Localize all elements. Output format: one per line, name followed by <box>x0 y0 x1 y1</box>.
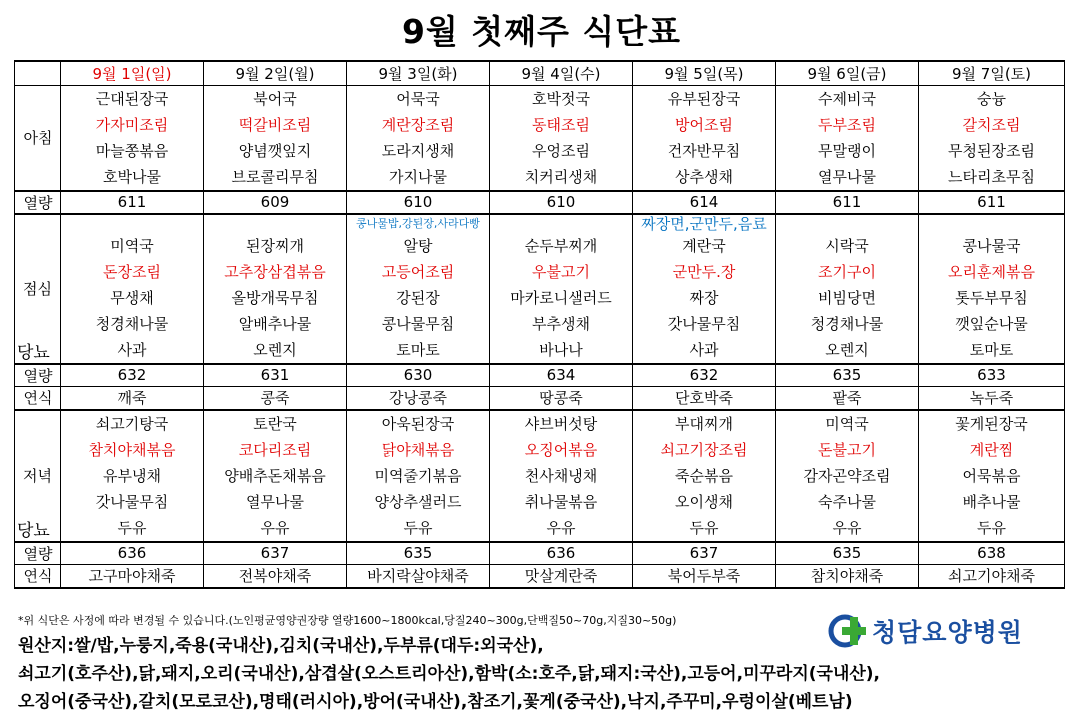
menu-item: 두유 <box>689 518 719 537</box>
lunch-special-note: 짜장면,군만두,음료 <box>641 214 767 233</box>
menu-item: 깻잎순나물 <box>955 314 1028 333</box>
breakfast-cell <box>490 85 633 191</box>
menu-item: 꽃게된장국 <box>955 414 1028 433</box>
dinner-cell <box>490 410 633 542</box>
day-header-row <box>15 61 1065 85</box>
dinner_kcal-cell: 637 <box>204 542 347 565</box>
breakfast_kcal-cell: 610 <box>347 191 490 214</box>
dinner-row <box>15 410 1065 542</box>
lunch-special-note <box>776 215 918 233</box>
menu-item: 계란국 <box>682 236 726 255</box>
menu-item: 코다리조림 <box>238 440 312 459</box>
page-title: 9월 첫째주 식단표 <box>401 12 682 51</box>
breakfast_kcal-cell: 610 <box>490 191 633 214</box>
menu-item: 배추나물 <box>962 492 1021 511</box>
lunch_kcal-label: 열량 <box>15 364 61 387</box>
lunch-cell <box>633 214 776 364</box>
meal-table <box>14 60 1065 589</box>
menu-item: 수제비국 <box>818 89 876 108</box>
menu-item: 우불고기 <box>532 262 590 281</box>
dinner_kcal-cell: 635 <box>776 542 919 565</box>
menu-item: 미역국 <box>110 236 154 255</box>
menu-item: 오징어볶음 <box>524 440 598 459</box>
menu-item: 계란장조림 <box>381 115 455 134</box>
dinner_porridge-cell: 맛살계란죽 <box>490 565 633 588</box>
hospital-cross-icon <box>828 613 868 649</box>
menu-item: 느타리초무침 <box>948 167 1035 186</box>
menu-item: 열무나물 <box>818 167 876 186</box>
menu-item: 갓나물무침 <box>95 492 169 511</box>
day-header: 9월 1일(일) <box>61 61 204 85</box>
menu-item: 우유 <box>546 518 576 537</box>
breakfast_kcal-cell: 614 <box>633 191 776 214</box>
dinner_kcal-row <box>15 542 1065 565</box>
menu-item: 된장찌개 <box>246 236 304 255</box>
menu-item: 죽순볶음 <box>675 466 733 485</box>
lunch_kcal-cell: 633 <box>919 364 1065 387</box>
day-header: 9월 2일(월) <box>204 61 347 85</box>
menu-item: 어묵국 <box>396 89 440 108</box>
menu-item: 가지나물 <box>389 167 447 186</box>
snack_porridge-cell: 단호박죽 <box>633 387 776 410</box>
menu-item: 톳두부무침 <box>955 288 1028 307</box>
menu-item: 알탕 <box>403 236 433 255</box>
menu-item: 갈치조림 <box>962 115 1021 134</box>
menu-item: 청경채나물 <box>810 314 884 333</box>
corner-cell <box>15 61 61 85</box>
menu-item: 고추장삼겹볶음 <box>224 262 326 281</box>
dinner-cell <box>776 410 919 542</box>
lunch-cell <box>776 214 919 364</box>
menu-item: 샤브버섯탕 <box>524 414 598 433</box>
menu-item: 오렌지 <box>253 340 297 359</box>
breakfast_kcal-row <box>15 191 1065 214</box>
dinner_porridge-cell: 전복야채죽 <box>204 565 347 588</box>
dinner_kcal-cell: 635 <box>347 542 490 565</box>
menu-item: 호박젓국 <box>532 89 590 108</box>
snack_porridge-cell: 녹두죽 <box>919 387 1065 410</box>
meal-label-text: 저녁 <box>23 467 52 485</box>
lunch-cell <box>204 214 347 364</box>
dinner_porridge-row <box>15 565 1065 588</box>
menu-item: 양상추샐러드 <box>374 492 462 511</box>
menu-item: 가자미조림 <box>95 115 169 134</box>
menu-item: 양념깻잎지 <box>238 141 312 160</box>
origin-line: 오징어(중국산),갈치(모로코산),명태(러시아),방어(국내산),참조기,꽃게(중국산),낙지,주꾸미,우렁이살(베트남) <box>18 692 853 712</box>
menu-item: 토란국 <box>253 414 297 433</box>
lunch-cell <box>919 214 1065 364</box>
menu-item: 감자곤약조림 <box>803 466 891 485</box>
menu-item: 근대된장국 <box>95 89 169 108</box>
menu-item: 사과 <box>117 340 147 359</box>
breakfast_kcal-label: 열량 <box>15 191 61 214</box>
breakfast-cell <box>204 85 347 191</box>
menu-item: 어묵볶음 <box>962 466 1021 485</box>
menu-item: 마카로니샐러드 <box>510 288 612 307</box>
menu-item: 닭야채볶음 <box>381 440 455 459</box>
menu-item: 무말랭이 <box>818 141 876 160</box>
menu-item: 우엉조림 <box>532 141 590 160</box>
menu-item: 방어조림 <box>675 115 733 134</box>
day-header: 9월 6일(금) <box>776 61 919 85</box>
dinner_kcal-label: 열량 <box>15 542 61 565</box>
menu-item: 오이생채 <box>675 492 733 511</box>
lunch-special-note <box>61 215 203 233</box>
menu-item: 숭늉 <box>977 89 1006 108</box>
menu-item: 브로콜리무침 <box>231 167 319 186</box>
snack_porridge-cell: 강낭콩죽 <box>347 387 490 410</box>
menu-item: 유부냉채 <box>103 466 161 485</box>
snack_porridge-label: 연식 <box>15 387 61 410</box>
lunch_kcal-cell: 634 <box>490 364 633 387</box>
footnote: *위 식단은 사정에 따라 변경될 수 있습니다.(노인평균영양권장량 열량1600~1800kcal,당질240~300g,단백질50~70g,지질30~50g) <box>18 614 677 627</box>
menu-item: 올방개묵무침 <box>231 288 319 307</box>
menu-item: 숙주나물 <box>818 492 876 511</box>
dinner_porridge-cell: 바지락살야채죽 <box>347 565 490 588</box>
breakfast-cell <box>347 85 490 191</box>
menu-item: 상추생채 <box>675 167 733 186</box>
menu-item: 북어국 <box>253 89 297 108</box>
menu-item: 두부조림 <box>818 115 876 134</box>
lunch-special-note <box>919 215 1064 233</box>
menu-item: 강된장 <box>396 288 440 307</box>
menu-item: 우유 <box>832 518 862 537</box>
day-header: 9월 4일(수) <box>490 61 633 85</box>
menu-item: 아욱된장국 <box>381 414 455 433</box>
menu-item: 쇠고기장조림 <box>660 440 748 459</box>
menu-item: 두유 <box>117 518 147 537</box>
menu-item: 순두부찌개 <box>524 236 598 255</box>
dinner_porridge-cell: 고구마야채죽 <box>61 565 204 588</box>
menu-item: 토마토 <box>969 340 1014 359</box>
menu-item: 갓나물무침 <box>667 314 741 333</box>
breakfast-label: 아침 <box>15 85 61 191</box>
menu-item: 무청된장조림 <box>948 141 1035 160</box>
snack_porridge-cell: 팥죽 <box>776 387 919 410</box>
menu-item: 토마토 <box>396 340 440 359</box>
menu-item: 오리훈제볶음 <box>948 262 1035 281</box>
lunch_kcal-cell: 630 <box>347 364 490 387</box>
dinner_porridge-cell: 북어두부죽 <box>633 565 776 588</box>
menu-item: 고등어조림 <box>381 262 455 281</box>
menu-item: 부추생채 <box>532 314 590 333</box>
menu-item: 바나나 <box>539 340 583 359</box>
lunch-special-note: 콩나물밥,강된장,사라다빵 <box>356 216 480 230</box>
lunch_kcal-cell: 632 <box>61 364 204 387</box>
menu-item: 건자반무침 <box>667 141 741 160</box>
snack_porridge-cell: 콩죽 <box>204 387 347 410</box>
breakfast-cell <box>776 85 919 191</box>
lunch-row <box>15 214 1065 364</box>
menu-item: 두유 <box>403 518 433 537</box>
dinner_porridge-cell: 쇠고기야채죽 <box>919 565 1065 588</box>
menu-item: 부대찌개 <box>675 414 733 433</box>
dinner-cell <box>633 410 776 542</box>
menu-item: 두유 <box>977 518 1006 537</box>
hospital-name: 청담요양병원 <box>872 618 1023 647</box>
menu-item: 돈장조림 <box>103 262 161 281</box>
menu-item: 열무나물 <box>246 492 304 511</box>
menu-item: 알배추나물 <box>238 314 312 333</box>
menu-item: 취나물볶음 <box>524 492 598 511</box>
diabetic-label: 당뇨 <box>17 520 50 541</box>
snack_porridge-cell: 땅콩죽 <box>490 387 633 410</box>
lunch_kcal-cell: 632 <box>633 364 776 387</box>
day-header: 9월 5일(목) <box>633 61 776 85</box>
menu-item: 조기구이 <box>818 262 876 281</box>
meal-label-text: 점심 <box>23 280 52 298</box>
menu-item: 오렌지 <box>825 340 869 359</box>
dinner_porridge-cell: 참치야채죽 <box>776 565 919 588</box>
menu-item: 미역줄기볶음 <box>374 466 462 485</box>
lunch-special-note <box>204 215 346 233</box>
menu-item: 우유 <box>260 518 290 537</box>
menu-item: 시락국 <box>825 236 869 255</box>
dinner-label <box>15 410 61 542</box>
menu-item: 돈불고기 <box>818 440 876 459</box>
menu-item: 쇠고기탕국 <box>95 414 169 433</box>
menu-item: 호박나물 <box>103 167 161 186</box>
dinner-cell <box>347 410 490 542</box>
lunch-label <box>15 214 61 364</box>
menu-item: 콩나물무침 <box>381 314 455 333</box>
menu-item: 미역국 <box>825 414 869 433</box>
origin-line: 원산지:쌀/밥,누룽지,죽용(국내산),김치(국내산),두부류(대두:외국산), <box>18 636 544 656</box>
menu-item: 치커리생채 <box>524 167 598 186</box>
lunch_kcal-cell: 635 <box>776 364 919 387</box>
lunch-special-note <box>490 215 632 233</box>
breakfast-cell <box>61 85 204 191</box>
menu-item: 마늘쫑볶음 <box>95 141 169 160</box>
menu-item: 군만두.장 <box>672 262 736 281</box>
menu-item: 동태조림 <box>532 115 590 134</box>
dinner-cell <box>61 410 204 542</box>
day-header: 9월 3일(화) <box>347 61 490 85</box>
menu-item: 콩나물국 <box>962 236 1021 255</box>
menu-item: 천사채냉채 <box>524 466 598 485</box>
dinner_kcal-cell: 638 <box>919 542 1065 565</box>
lunch_kcal-row <box>15 364 1065 387</box>
menu-item: 계란찜 <box>969 440 1014 459</box>
snack_porridge-cell: 깨죽 <box>61 387 204 410</box>
day-header: 9월 7일(토) <box>919 61 1065 85</box>
breakfast_kcal-cell: 611 <box>61 191 204 214</box>
lunch-cell <box>490 214 633 364</box>
lunch-cell <box>347 214 490 364</box>
menu-item: 떡갈비조림 <box>238 115 312 134</box>
breakfast_kcal-cell: 611 <box>776 191 919 214</box>
diabetic-label: 당뇨 <box>17 342 50 363</box>
breakfast-row <box>15 85 1065 191</box>
menu-item: 무생채 <box>110 288 154 307</box>
dinner_kcal-cell: 636 <box>61 542 204 565</box>
dinner-cell <box>919 410 1065 542</box>
dinner_kcal-cell: 637 <box>633 542 776 565</box>
lunch_kcal-cell: 631 <box>204 364 347 387</box>
menu-item: 짜장 <box>689 288 719 307</box>
hospital-logo <box>828 612 1023 650</box>
menu-item: 청경채나물 <box>95 314 169 333</box>
menu-item: 참치야채볶음 <box>88 440 176 459</box>
lunch-cell <box>61 214 204 364</box>
dinner_kcal-cell: 636 <box>490 542 633 565</box>
breakfast_kcal-cell: 611 <box>919 191 1065 214</box>
snack_porridge-row <box>15 387 1065 410</box>
breakfast-cell <box>633 85 776 191</box>
breakfast_kcal-cell: 609 <box>204 191 347 214</box>
menu-item: 사과 <box>689 340 719 359</box>
dinner-cell <box>204 410 347 542</box>
menu-item: 도라지생채 <box>381 141 455 160</box>
menu-item: 양배추돈채볶음 <box>224 466 326 485</box>
dinner_porridge-label: 연식 <box>15 565 61 588</box>
menu-item: 유부된장국 <box>667 89 741 108</box>
origin-line: 쇠고기(호주산),닭,돼지,오리(국내산),삼겹살(오스트리아산),함박(소:호주,닭,돼지:국산),고등어,미꾸라지(국내산), <box>18 664 881 684</box>
menu-item: 비빔당면 <box>818 288 876 307</box>
breakfast-cell <box>919 85 1065 191</box>
